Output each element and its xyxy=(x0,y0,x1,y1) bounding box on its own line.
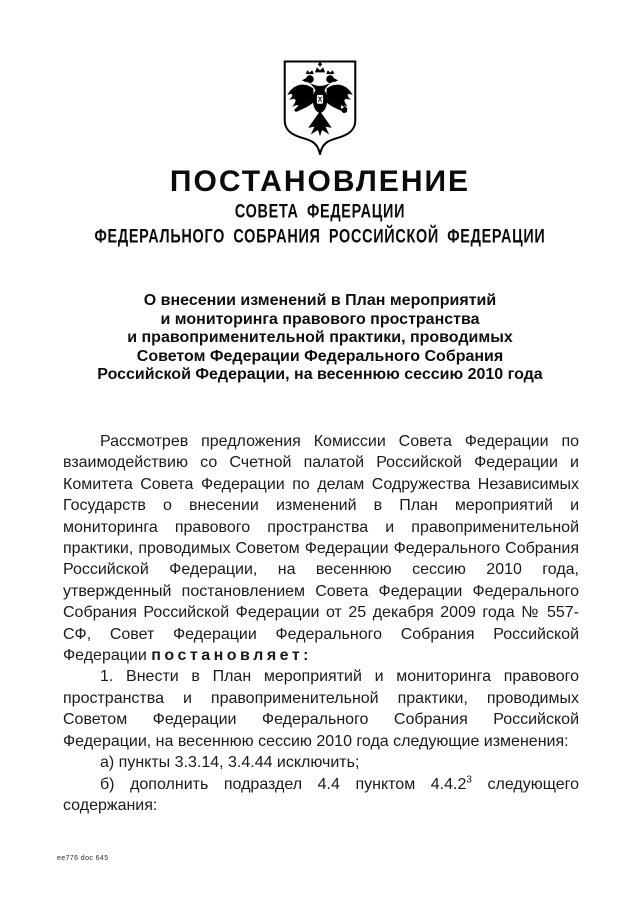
issuer-line-assembly: ФЕДЕРАЛЬНОГО СОБРАНИЯ РОССИЙСКОЙ ФЕДЕРАЦИИ xyxy=(94,226,546,248)
preamble-text: Рассмотрев предложения Комиссии Совета Федерации по взаимодействию со Счетной палатой Российской Федерации и Комитета Совета Федерации по делам Содружества Независимых Государств о внесении изменений в План мероприятий и мониторинга правового пространства и правоприменительной практики, проводимых Советом Федерации Федерального Собрания Российской Федерации, на весеннюю сессию 2010 года, утвержденный постановлением Совета Федерации Федерального Собрания Российской Федерации от 25 декабря 2009 года № 557-СФ, Совет Федерации Федерального Собрания Российской Федерации xyxy=(63,433,579,665)
emblem-container xyxy=(0,57,640,160)
clause-1b-item xyxy=(63,774,579,817)
footer-file-note: ее776 doc 645 xyxy=(57,855,109,862)
document-body xyxy=(63,431,579,816)
russian-coat-of-arms-icon xyxy=(278,57,362,155)
subject-line: Российской Федерации, на весеннюю сессию 2010 года xyxy=(97,366,543,384)
clause-1-paragraph: 1. Внести в План мероприятий и мониторинга правового пространства и правоприменительной практики, проводимых Советом Федерации Федерального Собрания Российской Федерации, на весеннюю сессию 2010 года следующие изменения: xyxy=(63,668,579,750)
preamble-paragraph xyxy=(63,431,579,666)
issuer-line-council: СОВЕТА ФЕДЕРАЦИИ xyxy=(234,201,406,223)
clause-1a-item: а) пункты 3.3.14, 3.4.44 исключить; xyxy=(100,754,360,772)
subject-line: Советом Федерации Федерального Собрания xyxy=(136,347,504,365)
clause-1b-text: б) дополнить подраздел 4.4 пунктом 4.4.2 xyxy=(100,775,467,793)
decree-word: постановляет: xyxy=(151,647,313,665)
clause-1b-tail: следующего содержания: xyxy=(63,775,579,814)
subject-line: и правоприменительной практики, проводимых xyxy=(127,329,513,347)
subject-line: О внесении изменений в План мероприятий xyxy=(143,292,497,309)
subject-heading xyxy=(0,292,640,385)
document-title: ПОСТАНОВЛЕНИЕ xyxy=(169,165,471,198)
clause-1b-superscript: 3 xyxy=(466,774,472,786)
subject-line: и мониторинга правового пространства xyxy=(160,310,480,328)
